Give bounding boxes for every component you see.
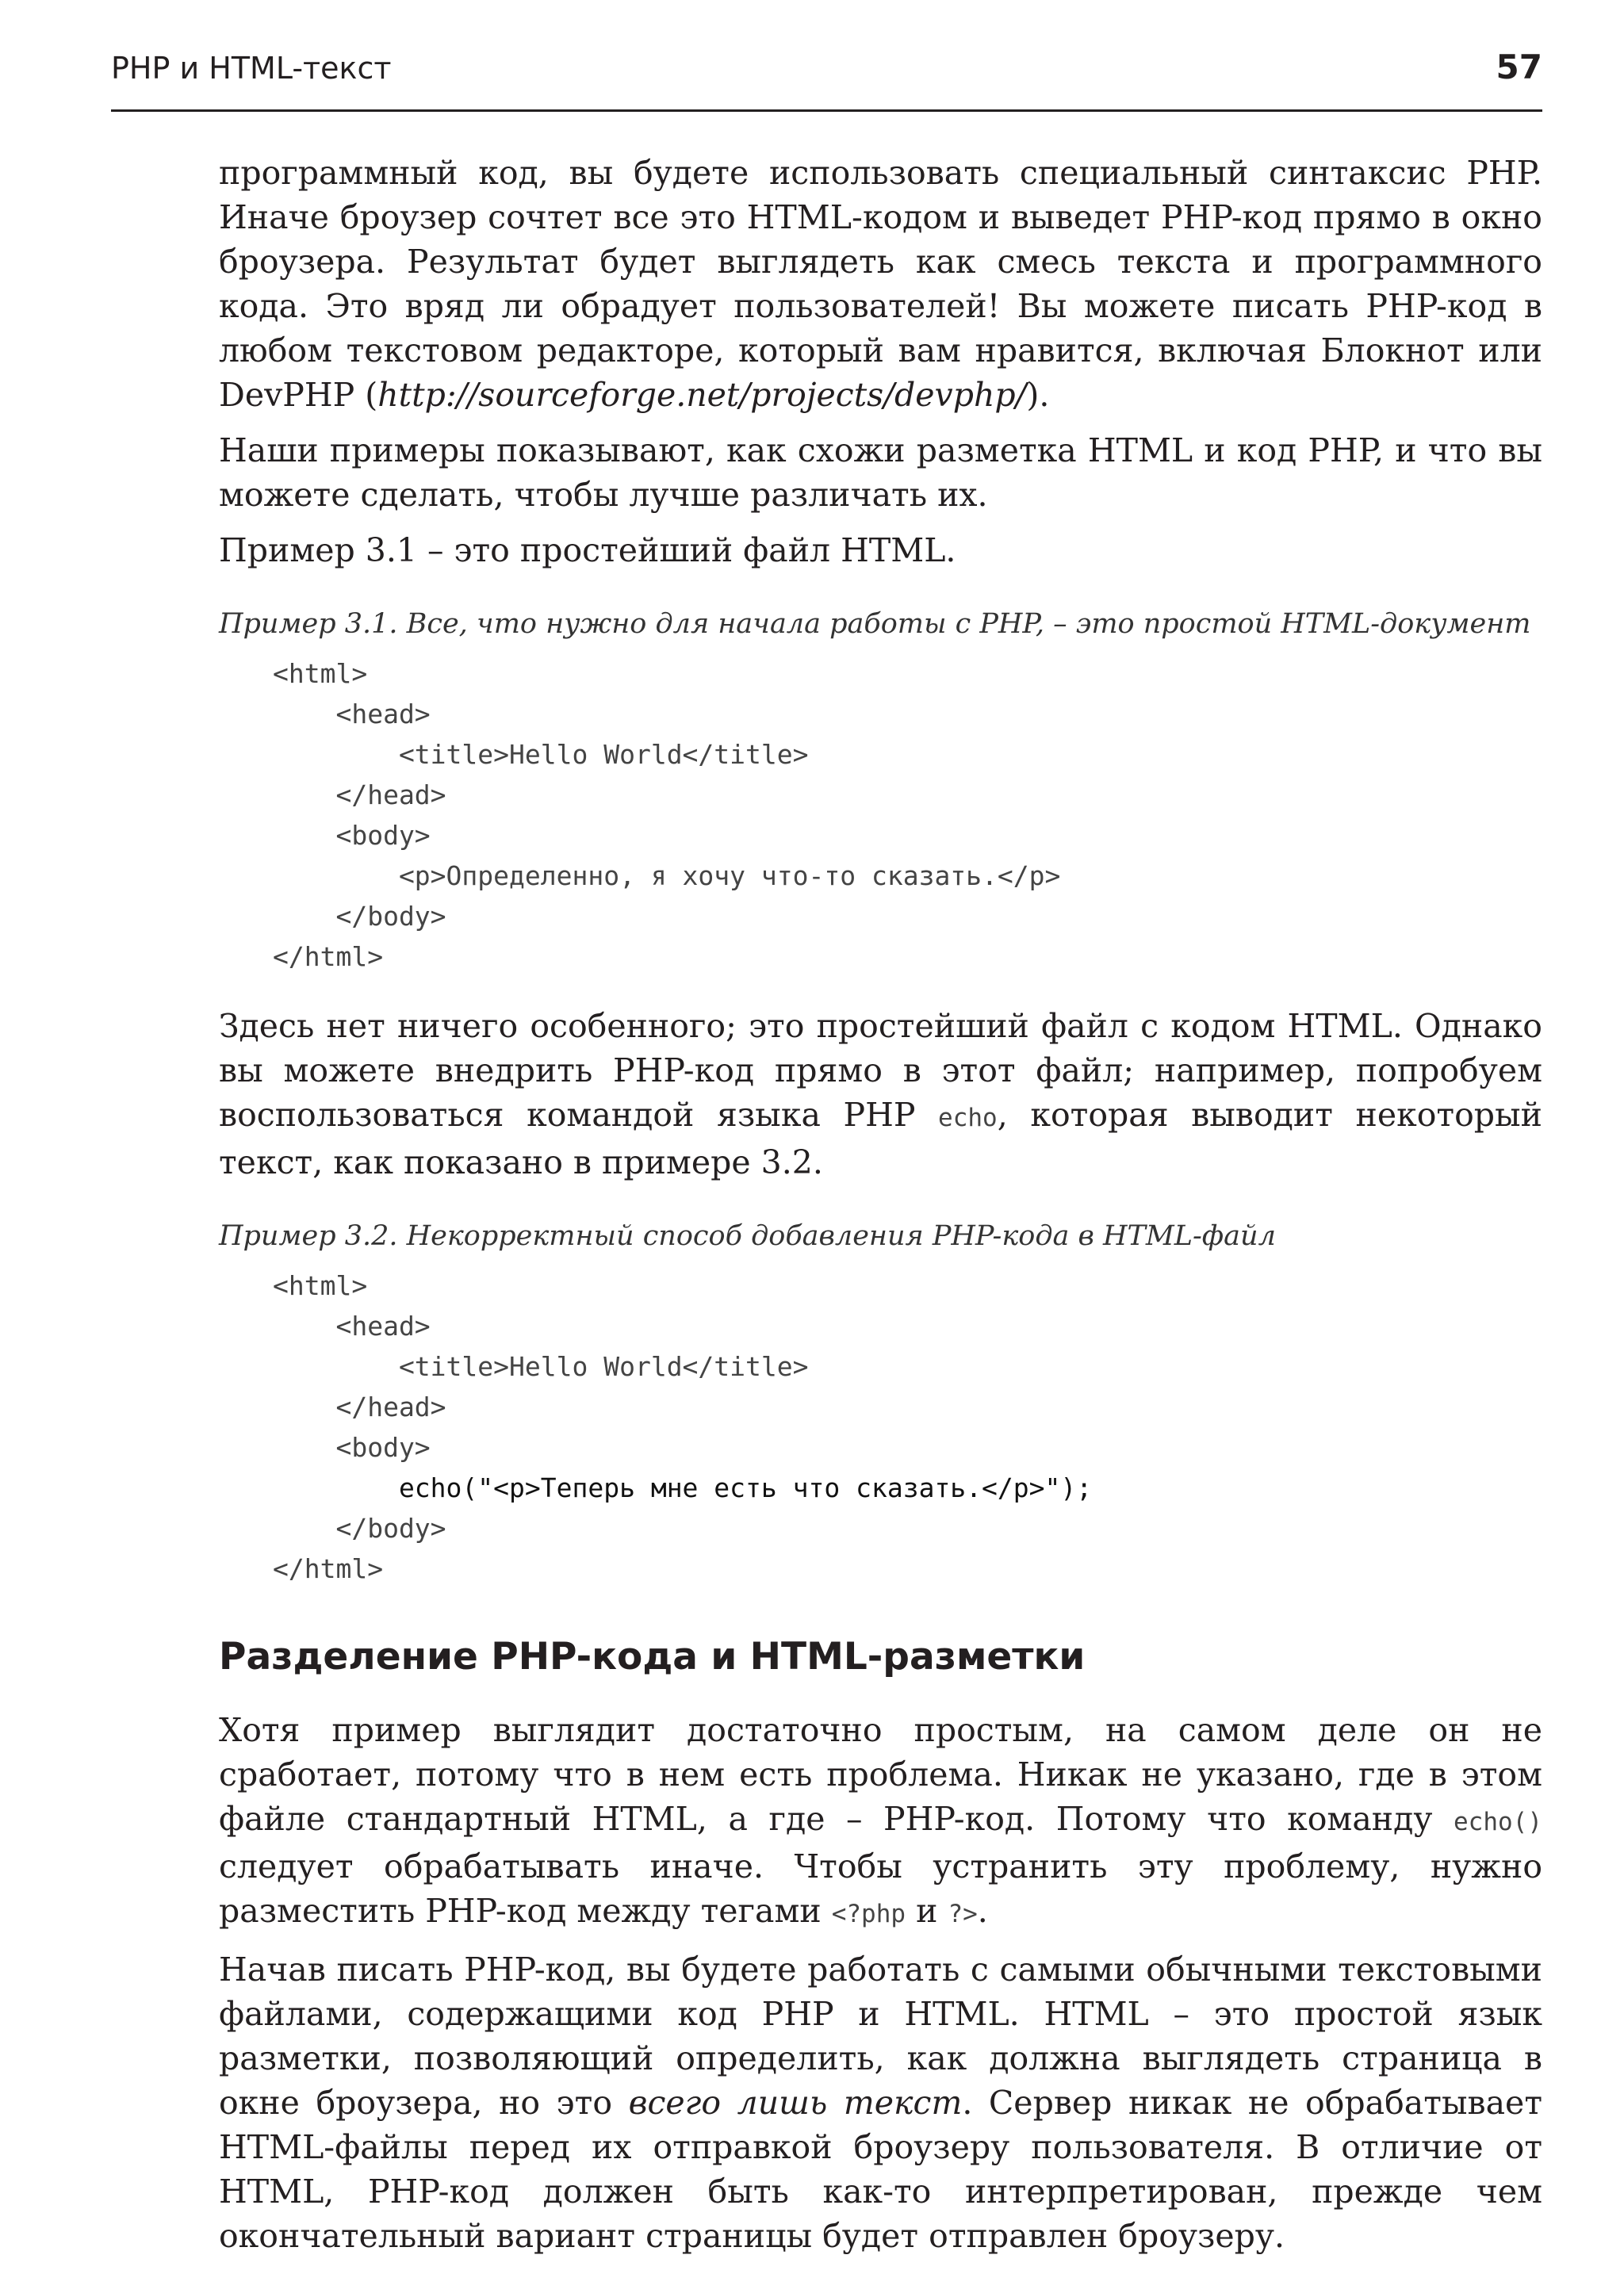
paragraph-intro-text: программный код, вы будете использовать специальный синтаксис PHP. Иначе броузер сочтет все это HTML-кодом и выведет PHP-код прямо в окно броузера. Результат будет выглядеть как смесь текста и программного кода. Это вряд ли обрадует пользователей! Вы можете писать PHP-код в любом текстовом редакторе, который вам нравится, включая Блокнот или DevPHP ( (219, 154, 1542, 414)
inline-code-echo: echo (938, 1104, 998, 1132)
example-3-2-code (273, 1265, 1542, 1589)
running-header (111, 46, 1542, 112)
paragraph-text-files-text: Начав писать PHP-код, вы будете работать с самыми обычными текстовыми файлами, содержащими код PHP и HTML. HTML – это простой язык разметки, позволяющий определить, как должна выглядеть страница в окне броузера, но это (219, 1951, 1542, 2122)
code-line: <title>Hello World</title> (273, 739, 809, 770)
code-line: </head> (273, 779, 446, 810)
code-line: </html> (273, 941, 384, 972)
paragraph-intro-tail: ). (1026, 376, 1050, 414)
paragraph-separation-text-2: следует обрабатывать иначе. Чтобы устранить эту проблему, нужно разместить PHP-код между тегами (219, 1847, 1542, 1930)
paragraph-intro (219, 151, 1542, 417)
inline-code-php-open: <?php (831, 1900, 906, 1928)
code-line: </html> (273, 1553, 384, 1584)
devphp-url: http://sourceforge.net/projects/devphp/ (377, 376, 1027, 414)
paragraph-separation (219, 1708, 1542, 1936)
paragraph-echo (219, 1004, 1542, 1185)
code-line: <html> (273, 658, 368, 689)
paragraph-examples: Наши примеры показывают, как схожи разметка HTML и код PHP, и что вы можете сделать, чтобы лучше различать их. (219, 431, 1542, 514)
paragraph-example-ref: Пример 3.1 – это простейший файл HTML. (219, 531, 956, 569)
example-3-1-code (273, 653, 1542, 977)
page-number: 57 (1496, 48, 1542, 86)
inline-code-php-close: ?> (948, 1900, 978, 1928)
code-line: <html> (273, 1270, 368, 1301)
code-line: </head> (273, 1392, 446, 1422)
code-line: <body> (273, 1432, 431, 1463)
code-line: <title>Hello World</title> (273, 1351, 809, 1382)
running-title: PHP и HTML-текст (111, 51, 392, 86)
emphasis-just-text: всего лишь текст (628, 2084, 963, 2122)
paragraph-separation-text: Хотя пример выглядит достаточно простым, на самом деле он не сработает, потому что в нем есть проблема. Никак не указано, где в этом файле стандартный HTML, а где – PHP-код. Потому что команду (219, 1711, 1542, 1838)
paragraph-separation-tail: . (977, 1892, 988, 1930)
code-line: </body> (273, 1513, 446, 1544)
code-line: <body> (273, 820, 431, 851)
paragraph-separation-text-3: и (906, 1892, 948, 1930)
code-line: </body> (273, 901, 446, 932)
code-line: <p>Определенно, я хочу что-то сказать.</p> (273, 860, 1061, 891)
paragraph-echo-text: Здесь нет ничего особенного; это простейший файл с кодом HTML. Однако вы можете внедрить PHP-код прямо в этот файл; например, попробуем воспользоваться командой языка PHP (219, 1007, 1542, 1134)
code-line: <head> (273, 1311, 431, 1342)
example-3-2-caption: Пример 3.2. Некорректный способ добавления PHP-кода в HTML-файл (219, 1220, 1276, 1252)
section-heading: Разделение PHP-кода и HTML-разметки (219, 1635, 1086, 1679)
page-content (219, 151, 1542, 2269)
paragraph-text-files (219, 1947, 1542, 2258)
inline-code-echo-call: echo() (1454, 1808, 1542, 1836)
paragraph-echo-tail: , которая выводит некоторый текст, как показано в примере 3.2. (219, 1096, 1542, 1181)
code-line: <head> (273, 699, 431, 729)
code-line-echo: echo("<p>Теперь мне есть что сказать.</p>"); (273, 1472, 1093, 1503)
paragraph-text-files-tail: . Сервер никак не обрабатывает HTML-файлы перед их отправкой броузеру пользователя. В отличие от HTML, PHP-код должен быть как-то интерпретирован, прежде чем окончательный вариант страницы будет отправлен броузеру. (219, 2084, 1543, 2255)
example-3-1-caption: Пример 3.1. Все, что нужно для начала работы с PHP, – это простой HTML-документ (219, 608, 1531, 640)
